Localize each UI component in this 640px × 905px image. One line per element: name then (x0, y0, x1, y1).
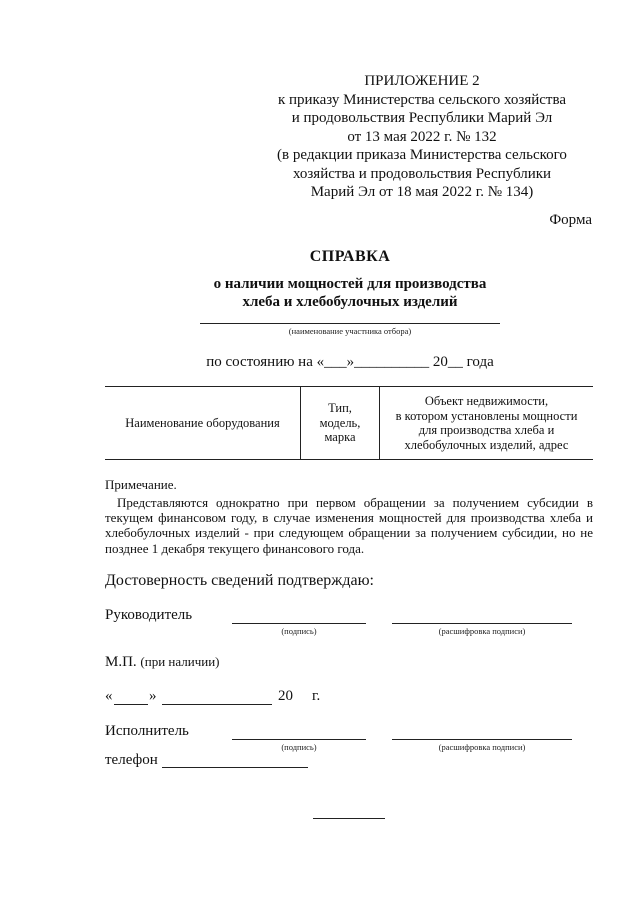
phone-label: телефон (105, 752, 158, 768)
appendix-line: хозяйства и продовольствия Республики (292, 165, 552, 182)
stamp-note: (при наличии) (140, 654, 220, 669)
appendix-line: и продовольствия Республики Марий Эл (291, 110, 553, 126)
column-type-model (301, 387, 380, 460)
column-line: Объект недвижимости, (424, 394, 549, 408)
head-signature-caption: (подпись) (281, 626, 317, 636)
stamp-line (105, 654, 219, 671)
equipment-table (105, 386, 593, 460)
head-name-caption: (расшифровка подписи) (438, 626, 526, 636)
subtitle-line: хлеба и хлебобулочных изделий (242, 294, 458, 310)
bottom-separator (313, 818, 385, 819)
form-label: Форма (549, 212, 592, 228)
column-line: хлебобулочных изделий, адрес (404, 437, 569, 452)
stamp-label: М.П. (105, 654, 137, 670)
date-open-quote: « (105, 688, 113, 704)
as-of-date-line: по состоянию на «___»__________ 20__ года (206, 354, 494, 370)
head-label: Руководитель (105, 607, 193, 623)
executor-signature-caption: (подпись) (281, 742, 317, 752)
column-property-object (380, 387, 594, 460)
table-header-row (105, 387, 593, 460)
appendix-line: к приказу Министерства сельского хозяйства (277, 91, 567, 108)
column-line: модель, (319, 415, 361, 430)
appendix-line: ПРИЛОЖЕНИЕ 2 (364, 73, 480, 89)
appendix-line: (в редакции приказа Министерства сельского (277, 147, 567, 163)
subtitle-line: о наличии мощностей для производства (213, 276, 487, 292)
date-year-prefix: 20 (278, 688, 293, 704)
appendix-header (262, 72, 582, 202)
column-equipment-name: Наименование оборудования (105, 387, 301, 460)
participant-caption: (наименование участника отбора) (288, 326, 412, 336)
confirmation-text: Достоверность сведений подтверждаю: (105, 572, 374, 589)
document-title: СПРАВКА (309, 248, 391, 265)
participant-name-line[interactable] (200, 323, 500, 324)
column-line: для производства хлеба и (418, 423, 555, 437)
document-subtitle (0, 275, 640, 311)
note-text: Представляются однократно при первом обращении за получением субсидии в текущем финансовом году, в случае изменения мощностей для производства хлеба и хлебобулочных изделий - при следующем обращении за получением субсидии, но не позднее 1 декабря текущего финансового года. (105, 495, 593, 556)
phone-line[interactable] (162, 767, 308, 768)
appendix-line: от 13 мая 2022 г. № 132 (347, 128, 497, 145)
appendix-line: Марий Эл от 18 мая 2022 г. № 134) (310, 184, 534, 200)
date-month-line[interactable] (162, 704, 272, 705)
column-line: в котором установлены мощности (395, 408, 578, 423)
note-title: Примечание. (105, 477, 177, 492)
date-year-suffix: г. (312, 688, 321, 704)
date-day-line[interactable] (114, 704, 148, 705)
executor-name-line[interactable] (392, 739, 572, 740)
executor-name-caption: (расшифровка подписи) (438, 742, 526, 752)
head-signature-line[interactable] (232, 623, 366, 624)
executor-label: Исполнитель (105, 723, 189, 739)
column-line: марка (324, 430, 356, 445)
column-line: Тип, (328, 401, 352, 416)
head-name-line[interactable] (392, 623, 572, 624)
date-close-quote: » (149, 688, 157, 704)
executor-signature-line[interactable] (232, 739, 366, 740)
